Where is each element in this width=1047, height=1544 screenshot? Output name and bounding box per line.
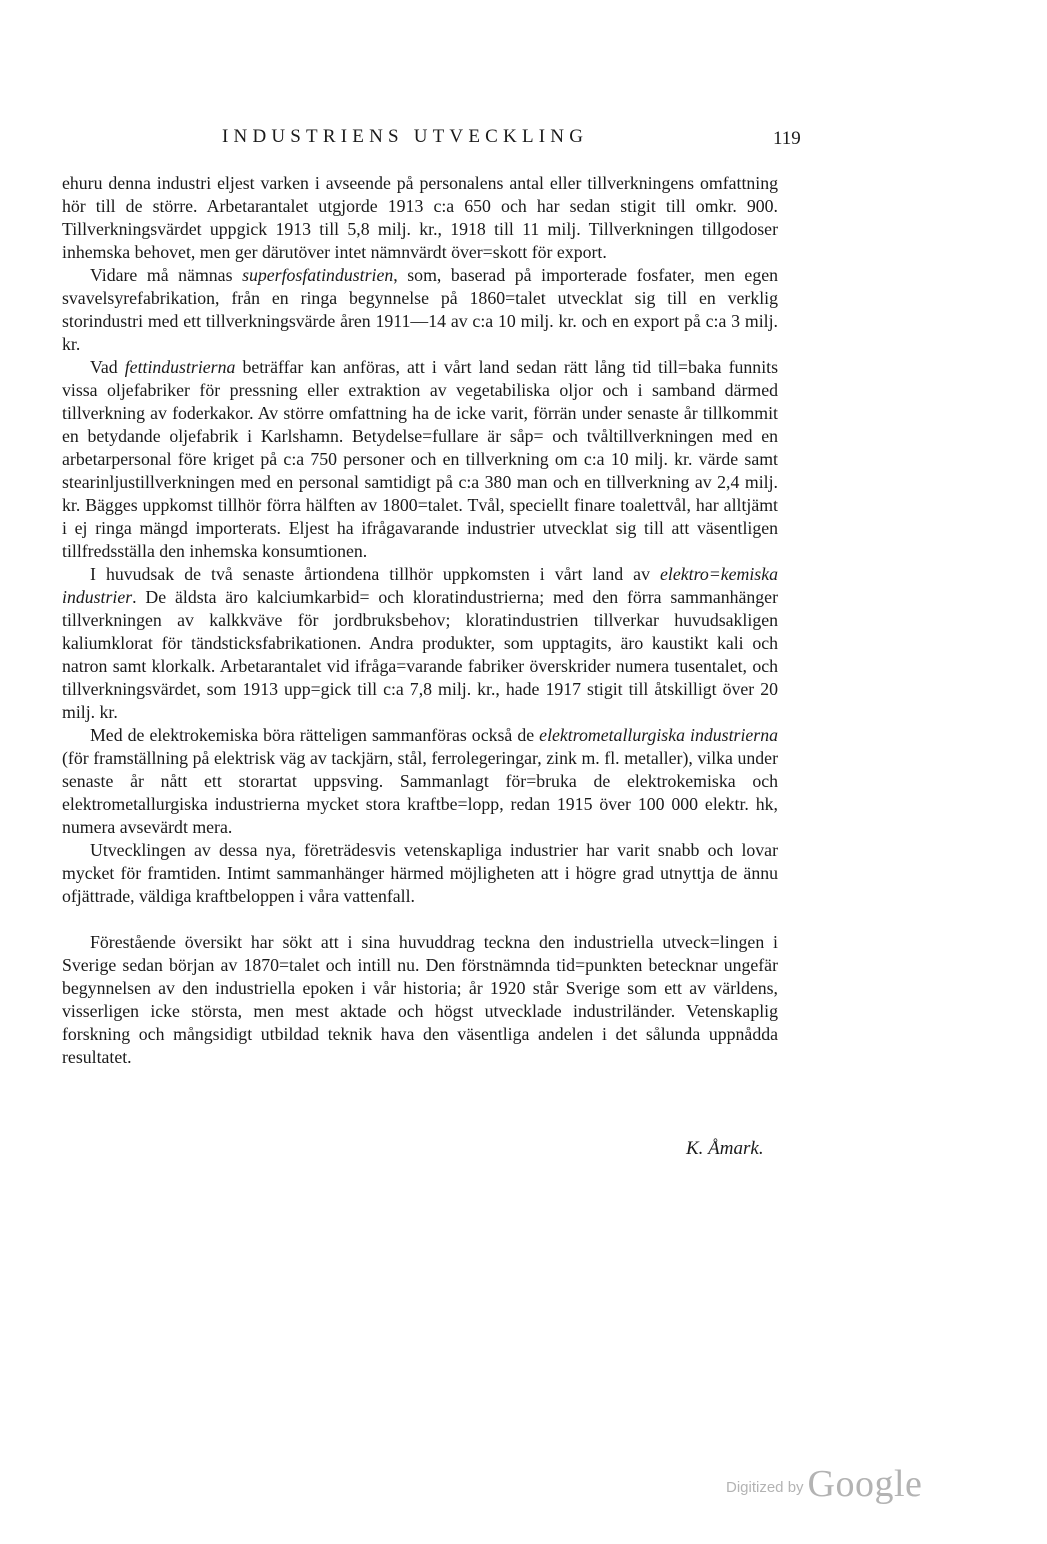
text-run: I huvudsak de två senaste årtiondena tillhör uppkomsten i vårt land av (90, 564, 661, 584)
text-run: ehuru denna industri eljest varken i avseende på personalens antal eller tillverkningens omfattning hör till de större. Arbetarantalet utgjorde 1913 c:a 650 och har sedan stigit till omkr. 900. Tillverkningsvärdet uppgick 1913 till 5,8 milj. kr., 1918 till 11 milj. Tillverkningen tillgodoser inhemska behovet, men ger därutöver intet nämnvärdt över=skott för export. (62, 173, 778, 262)
text-run: Utvecklingen av dessa nya, företrädesvis vetenskapliga industrier har varit snabb och lovar mycket för framtiden. Intimt sammanhänger härmed möjligheten att i högre grad utnyttja de ännu ofjättrade, väldiga kraftbeloppen i våra vattenfall. (62, 840, 778, 906)
paragraph (62, 931, 778, 1069)
paragraph (62, 724, 778, 839)
digitized-watermark (726, 1462, 922, 1506)
google-logo: Google (807, 1463, 923, 1505)
body-text (62, 172, 778, 1069)
paragraph (62, 264, 778, 356)
text-run: . De äldsta äro kalciumkarbid= och kloratindustrierna; med den förra sammanhänger tillverkningen av kalkkväve för jordbruksbehov; kloratindustrien tillverkar huvudsakligen kaliumklorat för tändsticksfabrikationen. Andra produkter, som upptagits, äro kaustikt kali och natron samt klorkalk. Arbetarantalet vid ifråga=varande fabriker överskrider numera tusentalet, och tillverkningsvärdet, som 1913 upp=gick till c:a 7,8 milj. kr., hade 1917 stigit till åtskilligt över 20 milj. kr. (62, 587, 778, 722)
paragraph (62, 563, 778, 724)
watermark-prefix: Digitized by (726, 1479, 804, 1496)
text-run: Förestående översikt har sökt att i sina huvuddrag teckna den industriella utveck=lingen i Sverige sedan början av 1870=talet och intill nu. Den förstnämnda tid=punkten betecknar ungefär begynnelsen av den industriella epoken i vår historia; år 1920 står Sverige som ett av världens, visserligen icke största, men mest aktade och högst utvecklade industriländer. Vetenskaplig forskning och mångsidigt utbildad teknik hava den väsentliga andelen i det sålunda uppnådda resultatet. (62, 932, 778, 1067)
text-run: Vidare må nämnas (90, 265, 243, 285)
emphasized-term: elektrometallurgiska industrierna (539, 725, 778, 745)
page-number: 119 (773, 128, 801, 149)
emphasized-term: elektro=kemiska industrier (62, 564, 778, 607)
text-run: , som, baserad på importerade fosfater, men egen svavelsyrefabrikation, från en ringa begynnelse på 1860=talet utvecklat sig till en verklig storindustri med ett tillverkningsvärde åren 1911—14 av c:a 10 milj. kr. och en export på c:a 3 milj. kr. (62, 265, 778, 354)
text-run: Vad (90, 357, 125, 377)
paragraph (62, 839, 778, 908)
author-signature: K. Åmark. (686, 1138, 764, 1159)
emphasized-term: superfosfatindustrien (242, 265, 394, 285)
running-title: INDUSTRIENS UTVECKLING (222, 126, 589, 147)
text-run: Med de elektrokemiska böra rätteligen sammanföras också de (90, 725, 540, 745)
paragraph (62, 172, 778, 264)
text-run: (för framställning på elektrisk väg av tackjärn, stål, ferrolegeringar, zink m. fl. metaller), vilka under senaste år nått ett storartat uppsving. Sammanlagt för=bruka de elektrokemiska och elektrometallurgiska industrierna mycket stora kraftbe=lopp, redan 1915 över 100 000 elektr. hk, numera avsevärdt mera. (62, 748, 778, 837)
paragraph (62, 356, 778, 563)
emphasized-term: fettindustrierna (124, 357, 236, 377)
text-run: beträffar kan anföras, att i vårt land sedan rätt lång tid till=baka funnits vissa oljefabriker för pressning eller extraktion av vegetabiliska oljor och i samband därmed tillverkning av foderkakor. Av större omfattning ha de icke varit, förrän under senaste år tillkommit en betydande oljefabrik i Karlshamn. Betydelse=fullare är såp= och tvåltillverkningen med en arbetarpersonal före kriget på c:a 750 personer och en tillverkning om c:a 10 milj. kr. värde samt stearinljustillverkningen med en personal samtidigt på c:a 380 man och en tillverkning av 2,4 milj. kr. Bägges uppkomst tillhör förra hälften av 1800=talet. Tvål, speciellt finare toalettvål, har alltjämt i ej ringa mängd importerats. Eljest ha ifrågavarande industrier utvecklat sig till att väsentligen tillfredsställa den inhemska konsumtionen. (62, 357, 778, 561)
